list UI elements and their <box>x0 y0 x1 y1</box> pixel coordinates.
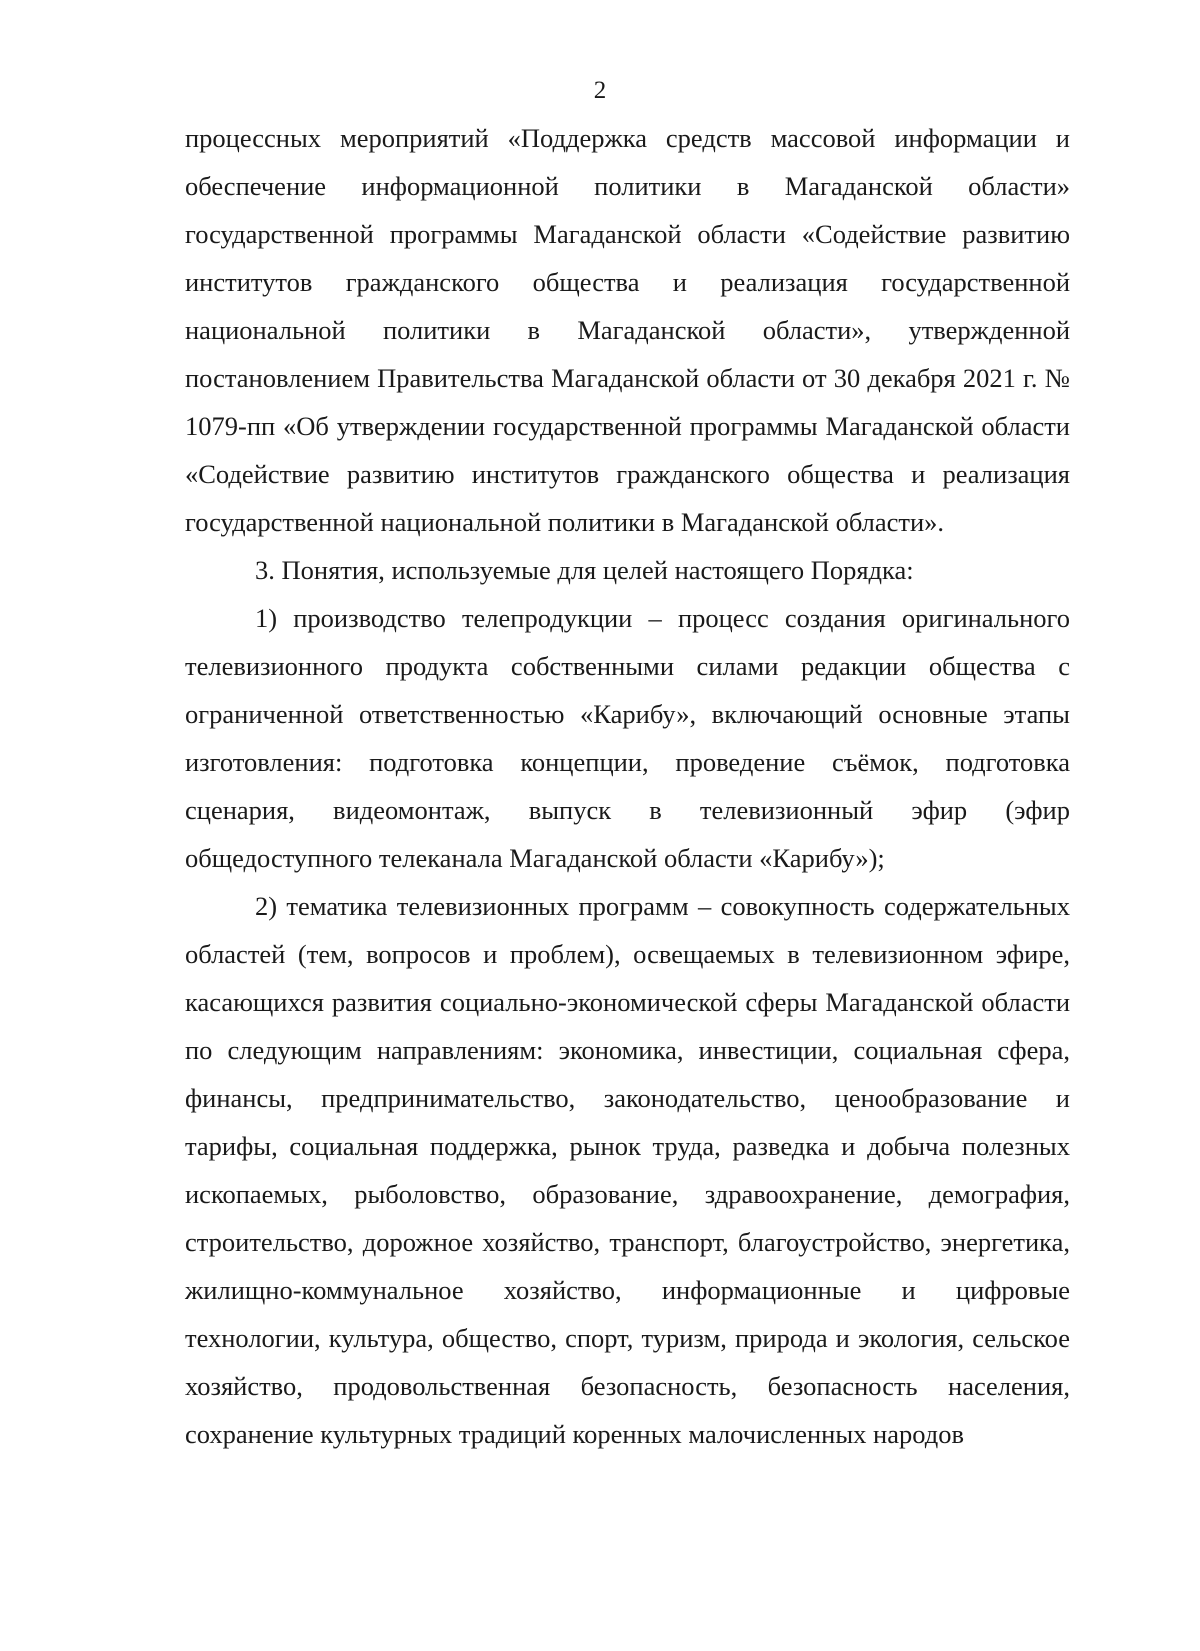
paragraph-section-3: 3. Понятия, используемые для целей настоящего Порядка: <box>255 555 914 585</box>
page-number: 2 <box>593 77 607 104</box>
document-body <box>185 114 1070 1458</box>
paragraph-continuation: процессных мероприятий «Поддержка средств массовой информации и обеспечение информационной политики в Магаданской области» государственной программы Магаданской области «Содействие развитию институтов гражданского общества и реализация государственной национальной политики в Магаданской области», утвержденной постановлением Правительства Магаданской области от 30 декабря 2021 г. № 1079-пп «Об утверждении государственной программы Магаданской области «Содействие развитию институтов гражданского общества и реализация государственной национальной политики в Магаданской области». <box>185 123 1070 537</box>
paragraph-item-2: 2) тематика телевизионных программ – совокупность содержательных областей (тем, вопросов и проблем), освещаемых в телевизионном эфире, касающихся развития социально-экономической сферы Магаданской области по следующим направлениям: экономика, инвестиции, социальная сфера, финансы, предпринимательство, законодательство, ценообразование и тарифы, социальная поддержка, рынок труда, разведка и добыча полезных ископаемых, рыболовство, образование, здравоохранение, демография, строительство, дорожное хозяйство, транспорт, благоустройство, энергетика, жилищно-коммунальное хозяйство, информационные и цифровые технологии, культура, общество, спорт, туризм, природа и экология, сельское хозяйство, продовольственная безопасность, безопасность населения, сохранение культурных традиций коренных малочисленных народов <box>185 891 1070 1449</box>
paragraph-item-1: 1) производство телепродукции – процесс создания оригинального телевизионного продукта собственными силами редакции общества с ограниченной ответственностью «Карибу», включающий основные этапы изготовления: подготовка концепции, проведение съёмок, подготовка сценария, видеомонтаж, выпуск в телевизионный эфир (эфир общедоступного телеканала Магаданской области «Карибу»); <box>185 603 1070 873</box>
